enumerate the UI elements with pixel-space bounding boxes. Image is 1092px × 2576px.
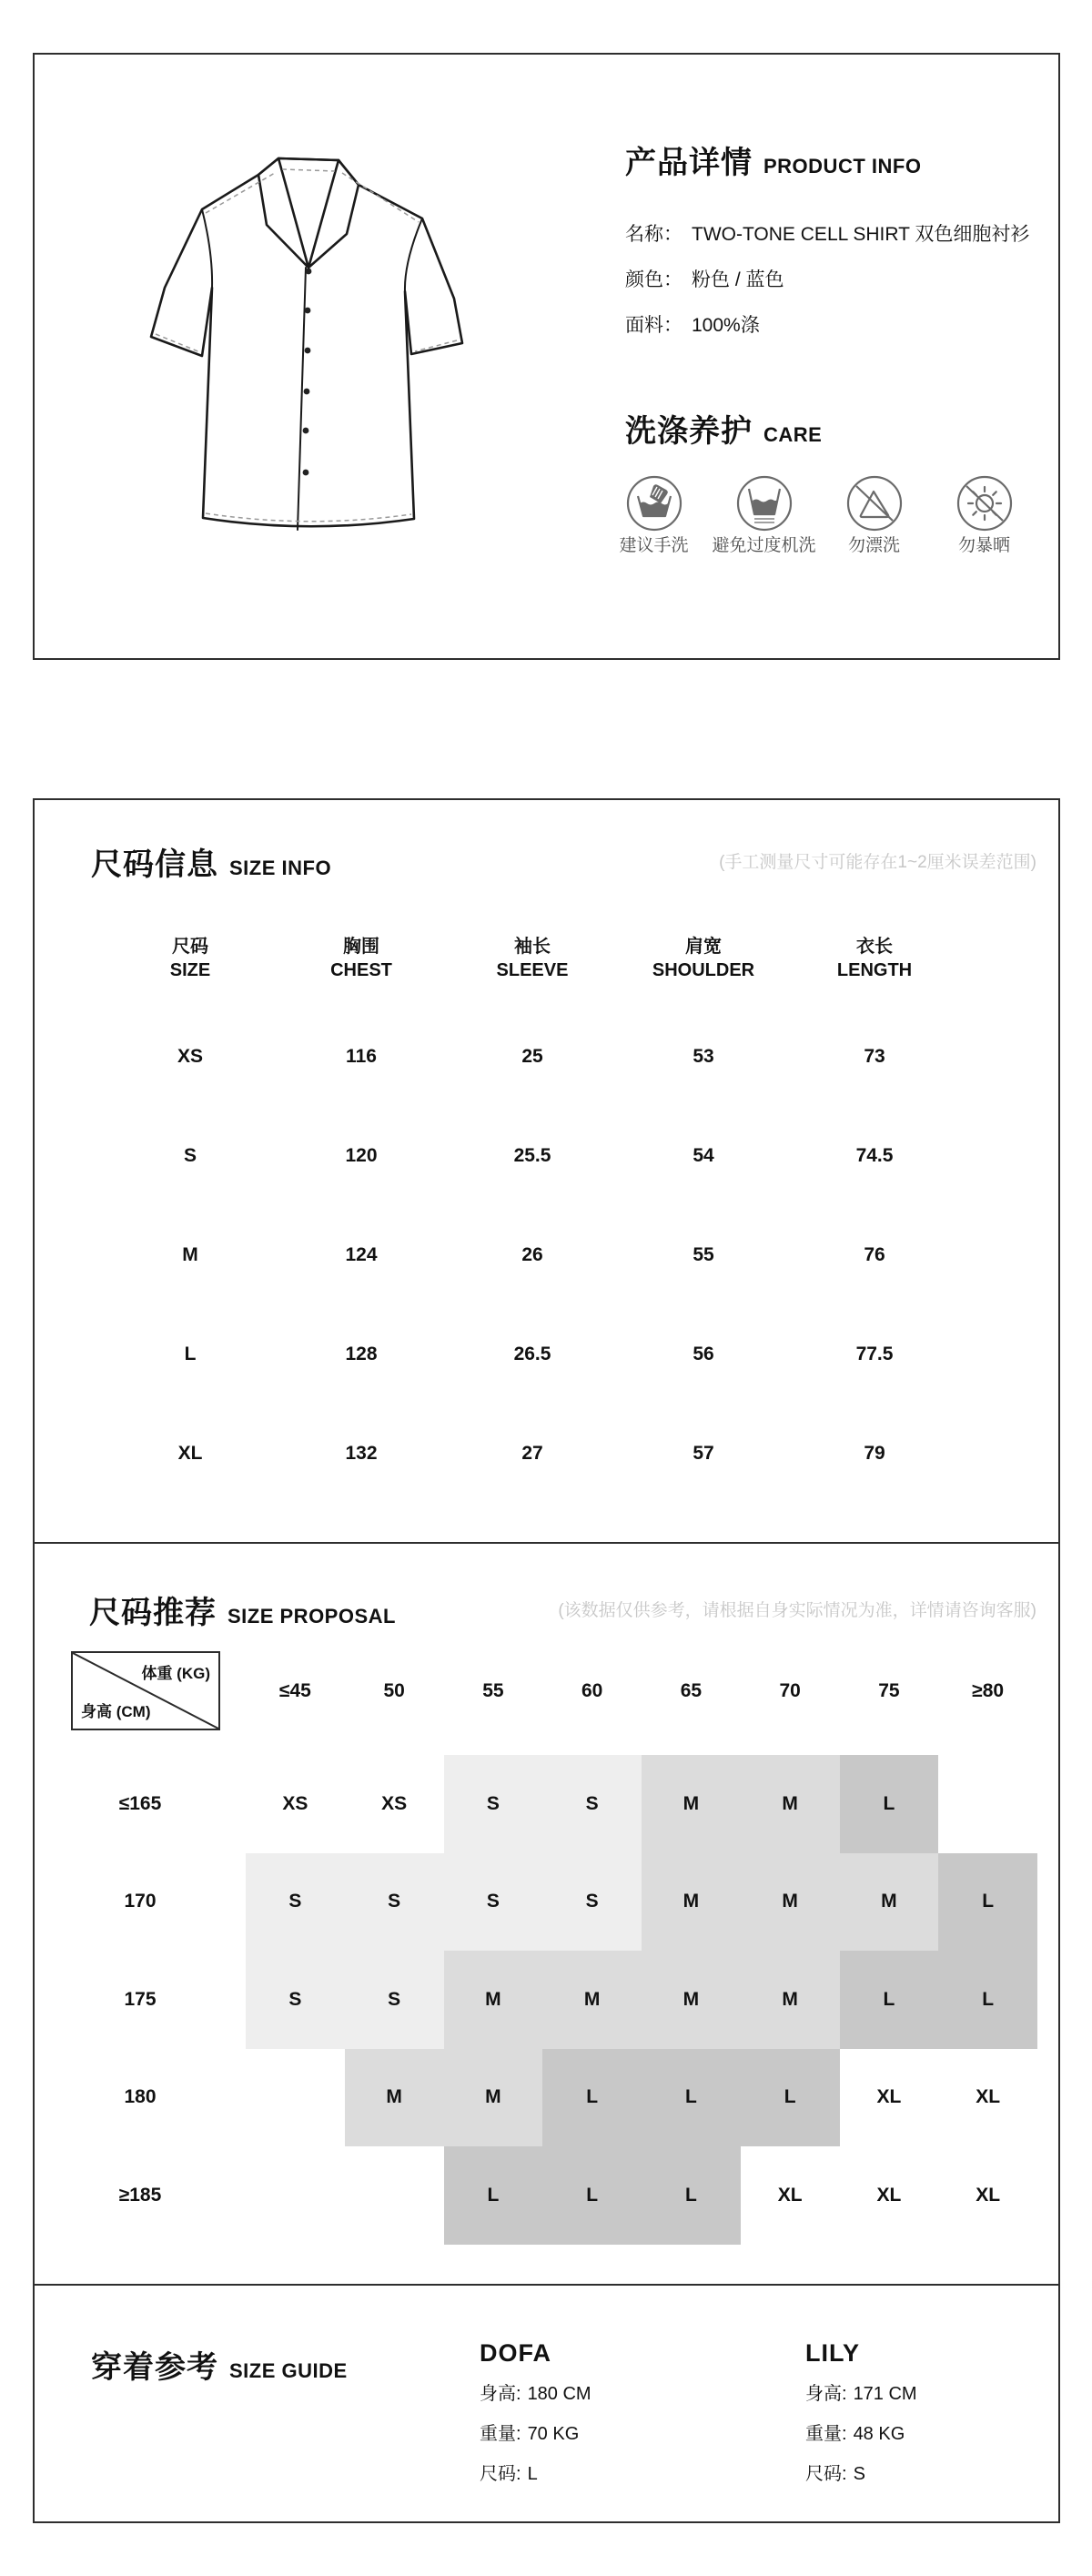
field-value: 171 CM (853, 2384, 917, 2404)
height-header-cell: ≥185 (118, 2184, 162, 2206)
size-table-column-header (447, 935, 618, 982)
size-table-row (105, 1205, 960, 1304)
field-label: 尺码: (805, 2464, 847, 2484)
field-label: 面料： (625, 315, 682, 336)
size-proposal-cell: S (444, 1853, 543, 1952)
size-proposal-cell (246, 2049, 345, 2147)
column-header-en: LENGTH (836, 960, 913, 980)
size-proposal-cell: M (345, 2049, 444, 2147)
product-info-title (625, 137, 921, 182)
size-table-cell: 74.5 (855, 1144, 894, 1166)
size-proposal-cell: L (840, 1951, 939, 2049)
height-header-cell: ≤165 (118, 1792, 162, 1814)
care-title (625, 406, 822, 451)
care-item-no-sun (929, 474, 1039, 556)
size-proposal-cell: L (938, 1951, 1037, 2049)
size-table-cell: 116 (346, 1045, 377, 1067)
column-header-en: SLEEVE (496, 960, 569, 980)
size-proposal-cell: M (642, 1853, 741, 1952)
care-item-label: 建议手洗 (619, 536, 689, 555)
size-table-cell: XL (177, 1442, 203, 1464)
size-guide-model-dofa (480, 2338, 592, 2484)
size-table-cell: 132 (345, 1442, 378, 1464)
field-value: 粉色 / 蓝色 (692, 269, 784, 290)
size-proposal-cell: M (741, 1951, 840, 2049)
care-item-hand-wash (599, 474, 709, 556)
size-table-body (105, 1007, 960, 1503)
size-table-row (105, 1007, 960, 1106)
size-guide-title-en: SIZE GUIDE (229, 2359, 348, 2382)
size-table-header-row (105, 935, 960, 982)
size-proposal-cell: L (542, 2049, 642, 2147)
size-table-cell: S (183, 1144, 197, 1166)
size-proposal-cell: S (542, 1755, 642, 1853)
size-proposal-cell: S (542, 1853, 642, 1952)
size-proposal-cell: S (246, 1951, 345, 2049)
size-proposal-cell: S (246, 1853, 345, 1952)
weight-header-row (246, 1672, 1037, 1710)
size-proposal-cell: M (741, 1853, 840, 1952)
size-table-cell: 56 (693, 1343, 714, 1364)
size-info-title-en: SIZE INFO (229, 857, 332, 879)
model-height-line (480, 2382, 592, 2406)
weight-header-cell: 70 (779, 1680, 801, 1701)
machine-wash-caution-icon (735, 474, 794, 532)
field-value: S (853, 2464, 865, 2484)
size-table-cell: L (184, 1343, 197, 1364)
field-value: L (527, 2464, 538, 2484)
size-info-note: (手工测量尺寸可能存在1~2厘米误差范围) (719, 853, 1036, 872)
care-item-label: 避免过度机洗 (712, 536, 816, 555)
model-size-line (805, 2462, 865, 2486)
product-field-color (625, 267, 784, 294)
care-icons-row (599, 474, 1039, 556)
field-label: 颜色： (625, 269, 682, 290)
field-value: 70 KG (527, 2424, 580, 2444)
size-card (33, 798, 1060, 2523)
hand-wash-icon (625, 474, 683, 532)
product-field-name (625, 221, 1029, 248)
weight-header-cell: 60 (581, 1680, 603, 1701)
size-proposal-title-en: SIZE PROPOSAL (228, 1605, 396, 1628)
model-name: LILY (805, 2339, 861, 2367)
size-proposal-cell: M (444, 1951, 543, 2049)
size-table-cell: 54 (693, 1144, 714, 1166)
size-table-cell: 120 (345, 1144, 378, 1166)
weight-axis-label: 体重 (KG) (141, 1665, 210, 1682)
model-weight-line (805, 2422, 905, 2446)
column-header-en: SHOULDER (652, 960, 755, 980)
weight-header-cell: 50 (383, 1680, 405, 1701)
size-proposal-cell: XS (381, 1792, 408, 1814)
size-table-cell: 124 (345, 1243, 378, 1265)
size-proposal-cell: L (444, 2146, 543, 2245)
size-proposal-cell: S (345, 1951, 444, 2049)
size-proposal-cell: L (840, 1755, 939, 1853)
size-table-cell: 73 (864, 1045, 885, 1067)
size-table-cell: 55 (693, 1243, 714, 1265)
size-proposal-cell: M (542, 1951, 642, 2049)
care-item-no-bleach (819, 474, 929, 556)
care-item-label: 勿暴晒 (957, 536, 1010, 555)
size-table-column-header (789, 935, 960, 982)
product-info-card (33, 53, 1060, 660)
no-sun-icon (956, 474, 1014, 532)
model-size-line (480, 2462, 538, 2486)
field-value: TWO-TONE CELL SHIRT 双色细胞衬衫 (692, 224, 1030, 245)
size-table-row (105, 1106, 960, 1205)
model-name: DOFA (480, 2339, 552, 2367)
height-header-column (71, 1755, 209, 2245)
size-info-title-zh: 尺码信息 (91, 847, 218, 882)
size-table-cell: 79 (864, 1442, 885, 1464)
size-proposal-cell: M (642, 1951, 741, 2049)
column-header-en: CHEST (330, 960, 392, 980)
weight-header-cell: ≥80 (972, 1680, 1005, 1701)
size-guide-model-lily (805, 2338, 917, 2484)
care-item-machine-wash (709, 474, 819, 556)
size-proposal-cell: L (642, 2146, 741, 2245)
size-table-column-header (105, 935, 276, 982)
size-table-row (105, 1304, 960, 1404)
column-header-en: SIZE (169, 960, 211, 980)
size-table-cell: 27 (521, 1442, 543, 1464)
size-proposal-cell: XL (976, 2086, 1001, 2108)
weight-header-cell: 65 (680, 1680, 703, 1701)
size-proposal-cell: M (642, 1755, 741, 1853)
column-header-zh: 尺码 (172, 937, 208, 957)
size-proposal-cell: L (542, 2146, 642, 2245)
size-proposal-cell: M (840, 1853, 939, 1952)
size-table-cell: 77.5 (855, 1343, 894, 1364)
size-guide-title (91, 2342, 348, 2387)
size-proposal-cell: L (938, 1853, 1037, 1952)
size-info-table (105, 935, 960, 1503)
field-label: 尺码: (480, 2464, 521, 2484)
size-proposal-cell (345, 2146, 444, 2245)
size-proposal-cell: XL (777, 2184, 803, 2206)
care-title-en: CARE (763, 423, 823, 446)
weight-header-cell: 55 (482, 1680, 504, 1701)
size-proposal-note: (该数据仅供参考，请根据自身实际情况为准，详情请咨询客服) (558, 1601, 1036, 1620)
size-table-column-header (276, 935, 447, 982)
field-value: 180 CM (527, 2384, 592, 2404)
size-proposal-cell: XL (876, 2184, 902, 2206)
size-table-column-header (618, 935, 789, 982)
field-value: 100%涤 (692, 315, 760, 336)
size-proposal-matrix (246, 1755, 1037, 2245)
height-header-cell: 170 (124, 1891, 157, 1912)
size-table-cell: 25.5 (513, 1144, 551, 1166)
size-proposal-cell: S (444, 1755, 543, 1853)
size-proposal-cell (246, 2146, 345, 2245)
size-proposal-title-zh: 尺码推荐 (89, 1596, 217, 1630)
size-proposal-cell: M (741, 1755, 840, 1853)
model-height-line (805, 2382, 917, 2406)
size-proposal-cell: S (345, 1853, 444, 1952)
product-info-title-zh: 产品详情 (625, 146, 753, 180)
size-proposal-cell: XL (876, 2086, 902, 2108)
column-header-zh: 衣长 (856, 937, 893, 957)
size-proposal-cell: XL (976, 2184, 1001, 2206)
model-weight-line (480, 2422, 579, 2446)
field-label: 身高: (480, 2384, 521, 2404)
field-value: 48 KG (853, 2424, 905, 2444)
field-label: 重量: (480, 2424, 521, 2444)
weight-header-cell: 75 (878, 1680, 900, 1701)
product-field-fabric (625, 312, 760, 340)
size-table-cell: 26.5 (513, 1343, 551, 1364)
section-divider (35, 2284, 1058, 2286)
care-item-label: 勿漂洗 (847, 536, 900, 555)
size-table-cell: 76 (864, 1243, 885, 1265)
column-header-zh: 袖长 (514, 937, 551, 957)
product-info-title-en: PRODUCT INFO (763, 155, 922, 177)
size-table-cell: 26 (521, 1243, 543, 1265)
size-table-row (105, 1404, 960, 1503)
height-header-cell: 180 (124, 2086, 157, 2108)
care-title-zh: 洗涤养护 (625, 414, 753, 449)
size-table-cell: XS (177, 1045, 203, 1067)
axis-legend-box (71, 1651, 220, 1730)
section-divider (35, 1542, 1058, 1544)
column-header-zh: 胸围 (343, 937, 379, 957)
size-table-cell: 128 (345, 1343, 378, 1364)
size-info-title (91, 839, 331, 884)
size-proposal-cell: M (444, 2049, 543, 2147)
no-bleach-icon (845, 474, 904, 532)
size-proposal-cell: L (642, 2049, 741, 2147)
height-axis-label: 身高 (CM) (81, 1703, 151, 1720)
shirt-technical-drawing (118, 127, 500, 601)
size-proposal-title (89, 1587, 396, 1632)
field-label: 重量: (805, 2424, 847, 2444)
column-header-zh: 肩宽 (685, 937, 722, 957)
height-header-cell: 175 (124, 1988, 157, 2010)
size-proposal-cell (938, 1755, 1037, 1853)
size-table-cell: M (182, 1243, 198, 1265)
size-proposal-cell: L (741, 2049, 840, 2147)
weight-header-cell: ≤45 (278, 1680, 311, 1701)
size-proposal-cell: XS (282, 1792, 308, 1814)
field-label: 名称： (625, 224, 682, 245)
field-label: 身高: (805, 2384, 847, 2404)
size-guide-title-zh: 穿着参考 (91, 2350, 218, 2385)
size-table-cell: 53 (693, 1045, 714, 1067)
size-table-cell: 57 (693, 1442, 714, 1464)
size-table-cell: 25 (521, 1045, 543, 1067)
